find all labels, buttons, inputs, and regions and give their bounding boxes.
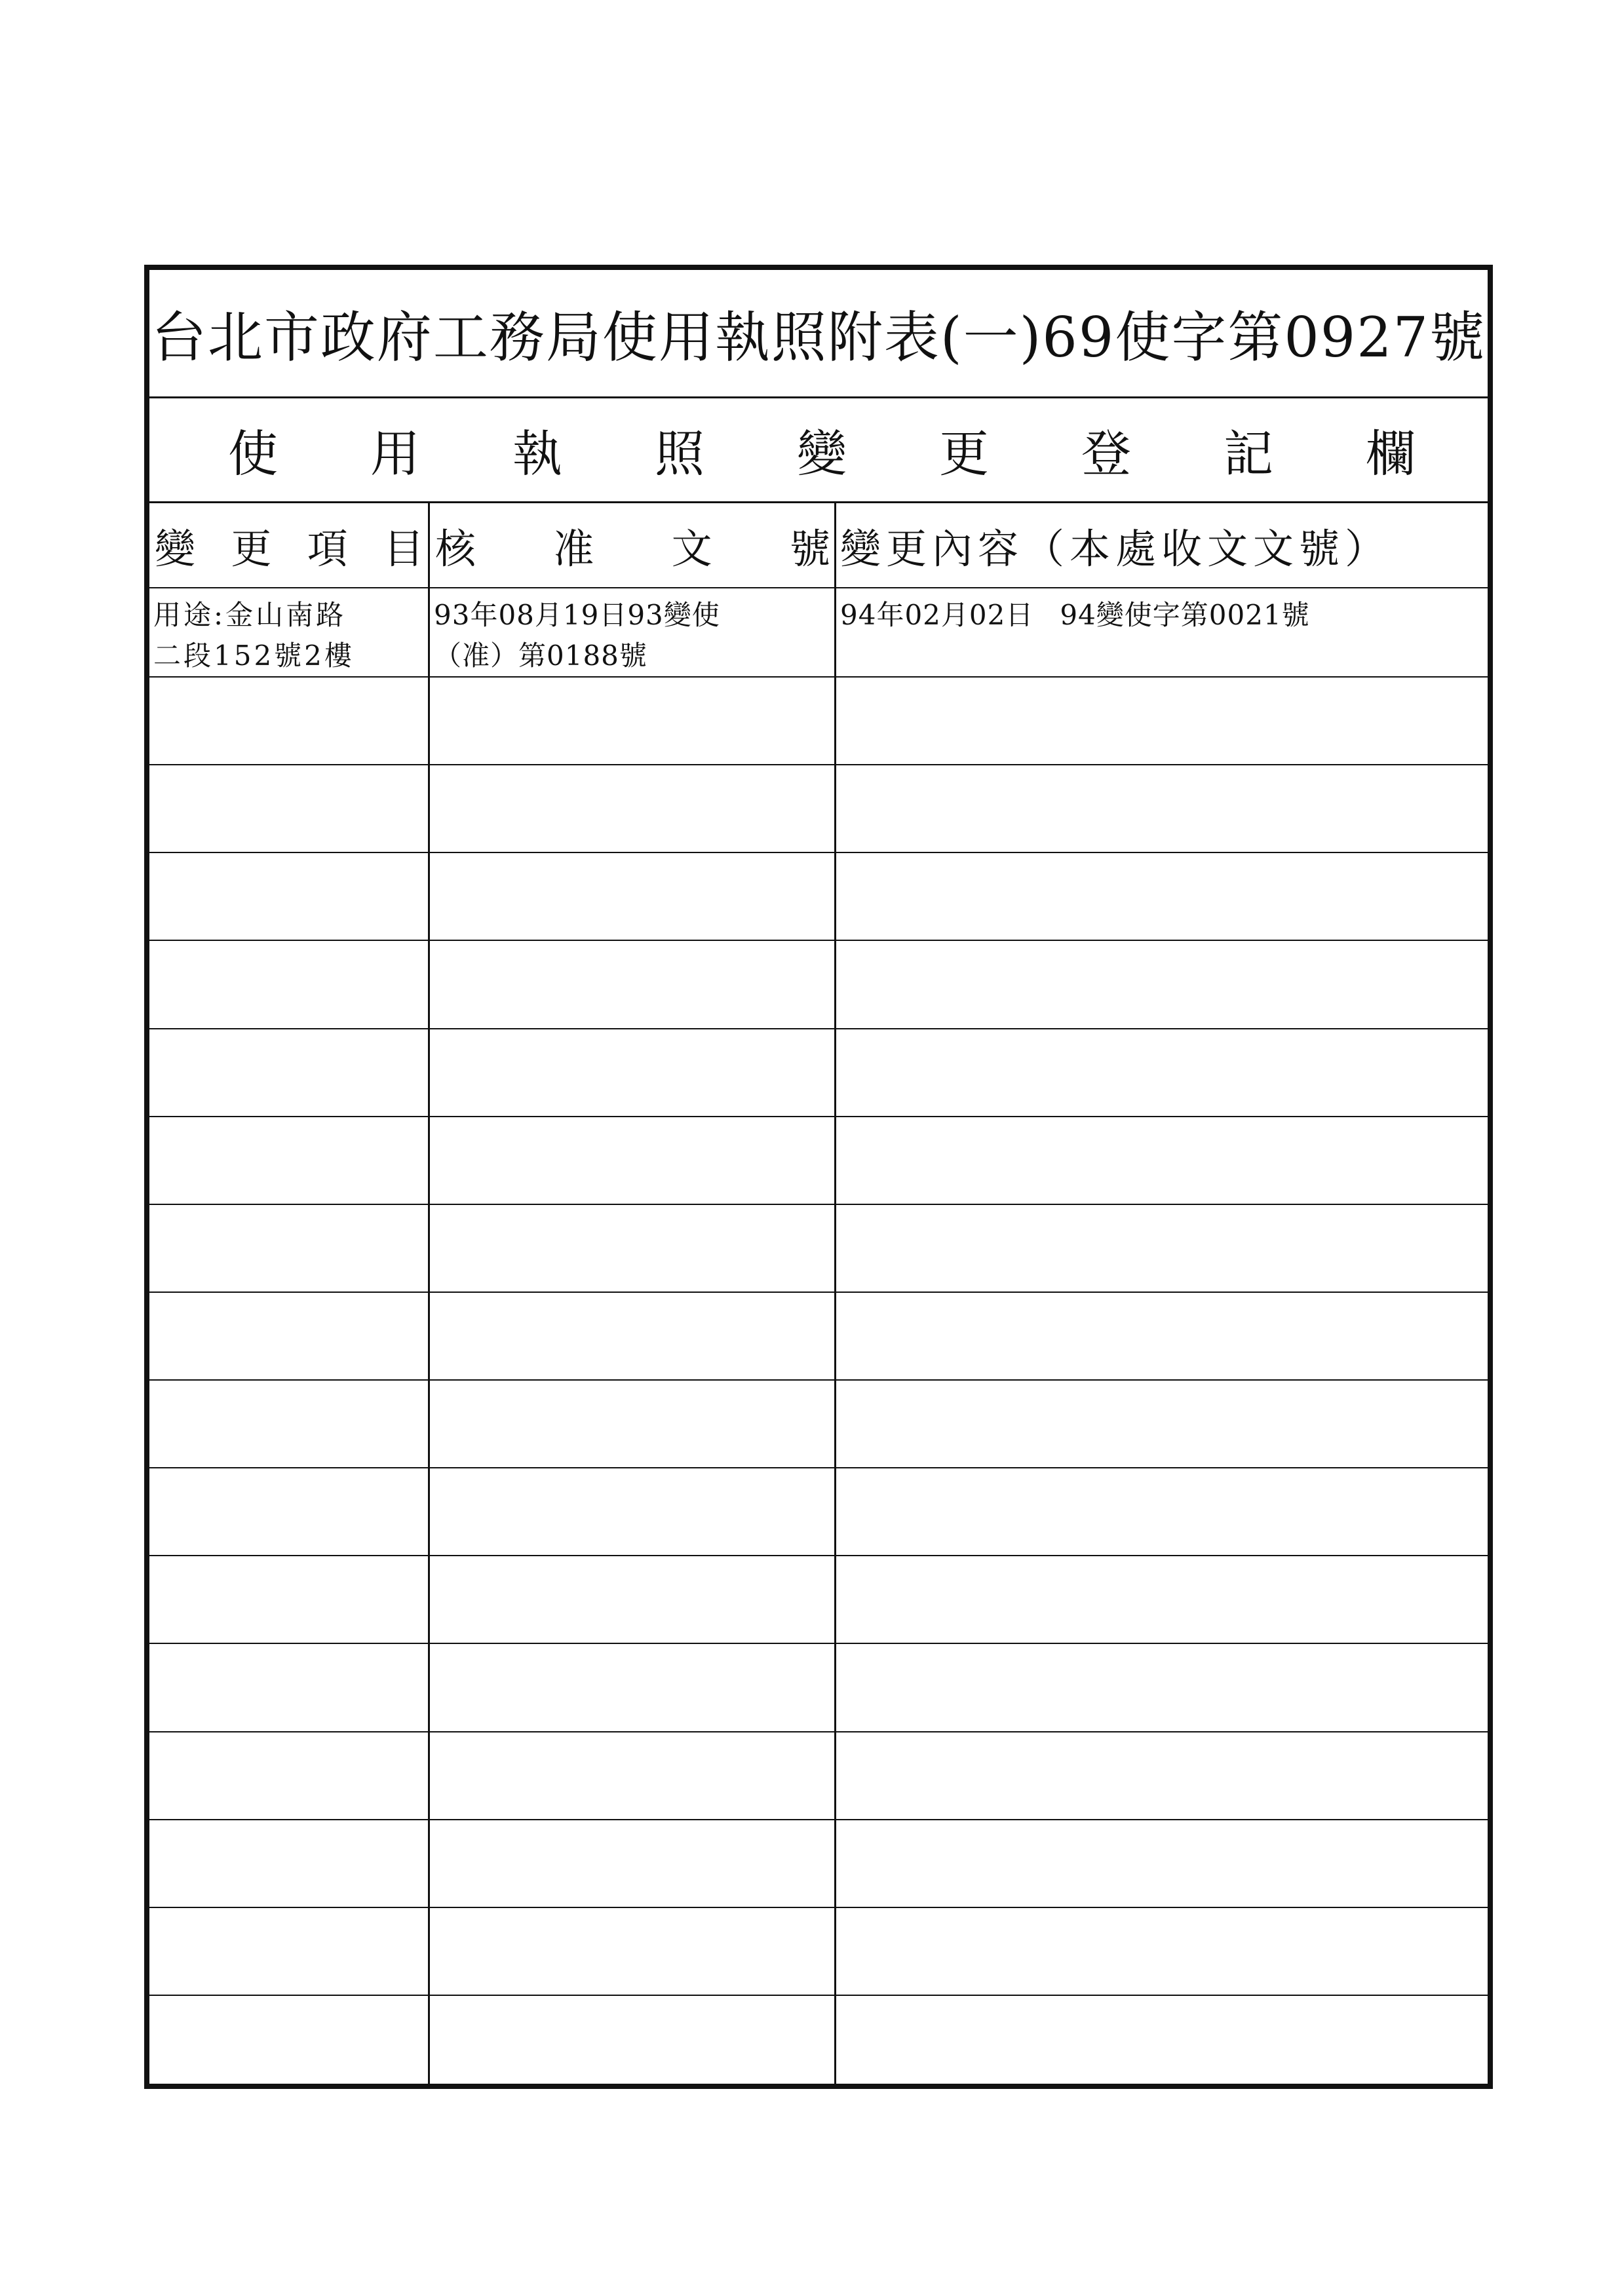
empty-cell — [836, 1029, 1488, 1116]
empty-table-row — [149, 1732, 1488, 1820]
license-appendix-form — [144, 265, 1493, 2089]
header-char: 號 — [789, 524, 830, 573]
empty-table-row — [149, 1293, 1488, 1381]
empty-cell — [149, 941, 430, 1027]
empty-cell — [836, 765, 1488, 852]
change-content-cell — [836, 588, 1488, 676]
empty-cell — [149, 1644, 430, 1731]
section-heading — [149, 398, 1488, 503]
section-heading-char: 欄 — [1366, 425, 1416, 483]
change-register-table — [149, 503, 1488, 2084]
empty-cell — [430, 1820, 836, 1907]
section-heading-char: 變 — [797, 425, 847, 483]
empty-cell — [430, 1908, 836, 1995]
empty-cell — [149, 1556, 430, 1643]
empty-table-row — [149, 941, 1488, 1029]
empty-cell — [149, 1908, 430, 1995]
empty-table-row — [149, 1644, 1488, 1732]
empty-cell — [149, 1996, 430, 2084]
empty-cell — [430, 1644, 836, 1731]
change-item-line: 二段152號2樓 — [153, 640, 355, 672]
section-heading-char: 照 — [655, 425, 704, 483]
empty-cell — [430, 1117, 836, 1204]
approval-number-cell — [430, 588, 836, 676]
empty-cell — [836, 1205, 1488, 1292]
form-title — [149, 270, 1488, 398]
section-heading-char: 用 — [370, 425, 420, 483]
form-title-text: 台北市政府工務局使用執照附表(一)69使字第0927號 — [151, 305, 1486, 370]
empty-cell — [430, 1205, 836, 1292]
empty-cell — [149, 1293, 430, 1379]
empty-cell — [836, 1996, 1488, 2084]
header-change-content — [836, 503, 1488, 587]
empty-cell — [430, 1996, 836, 2084]
empty-cell — [430, 678, 836, 764]
header-char: 目 — [383, 524, 424, 573]
empty-cell — [836, 1293, 1488, 1379]
empty-table-row — [149, 765, 1488, 853]
empty-table-row — [149, 853, 1488, 941]
empty-cell — [149, 1468, 430, 1555]
empty-table-row — [149, 1468, 1488, 1556]
empty-cell — [836, 678, 1488, 764]
empty-cell — [430, 1556, 836, 1643]
empty-table-row — [149, 1556, 1488, 1644]
empty-cell — [149, 765, 430, 852]
empty-cell — [149, 1820, 430, 1907]
empty-table-row — [149, 1820, 1488, 1908]
change-doc-number: 94變使字第0021號 — [1060, 599, 1310, 631]
table-header-row — [149, 503, 1488, 588]
header-char: 項 — [307, 524, 348, 573]
header-change-item — [149, 503, 430, 587]
empty-table-row — [149, 1908, 1488, 1996]
empty-table-row — [149, 1381, 1488, 1468]
empty-cell — [430, 853, 836, 940]
section-heading-char: 執 — [512, 425, 562, 483]
empty-cell — [836, 1732, 1488, 1819]
empty-cell — [430, 1732, 836, 1819]
empty-table-row — [149, 678, 1488, 765]
empty-table-row — [149, 1205, 1488, 1293]
empty-cell — [836, 1908, 1488, 1995]
change-date: 94年02月02日 — [840, 599, 1034, 631]
empty-table-row — [149, 1029, 1488, 1117]
header-char: 准 — [553, 524, 594, 573]
empty-cell — [836, 941, 1488, 1027]
table-row — [149, 588, 1488, 678]
header-char: 核 — [435, 524, 476, 573]
empty-cell — [149, 1381, 430, 1467]
header-char: 文 — [671, 524, 712, 573]
empty-cell — [149, 1205, 430, 1292]
empty-cell — [430, 1381, 836, 1467]
empty-cell — [836, 1820, 1488, 1907]
empty-cell — [836, 1556, 1488, 1643]
empty-cell — [836, 853, 1488, 940]
header-char: 更 — [231, 524, 272, 573]
section-heading-char: 登 — [1081, 425, 1131, 483]
section-heading-char: 更 — [939, 425, 989, 483]
empty-cell — [149, 1029, 430, 1116]
empty-cell — [430, 1468, 836, 1555]
empty-cell — [836, 1644, 1488, 1731]
section-heading-char: 記 — [1224, 425, 1273, 483]
section-heading-char: 使 — [228, 425, 278, 483]
header-text: 變更內容（本處收文文號） — [840, 524, 1391, 573]
empty-cell — [430, 1029, 836, 1116]
empty-cell — [149, 853, 430, 940]
approval-number-line: 93年08月19日93變使 — [434, 599, 720, 631]
empty-cell — [430, 941, 836, 1027]
empty-cell — [836, 1468, 1488, 1555]
change-item-line: 用途:金山南路 — [153, 599, 347, 631]
empty-cell — [149, 678, 430, 764]
empty-cell — [149, 1117, 430, 1204]
empty-table-row — [149, 1996, 1488, 2084]
empty-table-row — [149, 1117, 1488, 1205]
header-approval-number — [430, 503, 836, 587]
empty-cell — [836, 1381, 1488, 1467]
empty-cell — [430, 1293, 836, 1379]
empty-cell — [149, 1732, 430, 1819]
empty-cell — [430, 765, 836, 852]
approval-number-line: （准）第0188號 — [434, 640, 647, 672]
empty-cell — [836, 1117, 1488, 1204]
header-char: 變 — [155, 524, 196, 573]
change-item-cell — [149, 588, 430, 676]
